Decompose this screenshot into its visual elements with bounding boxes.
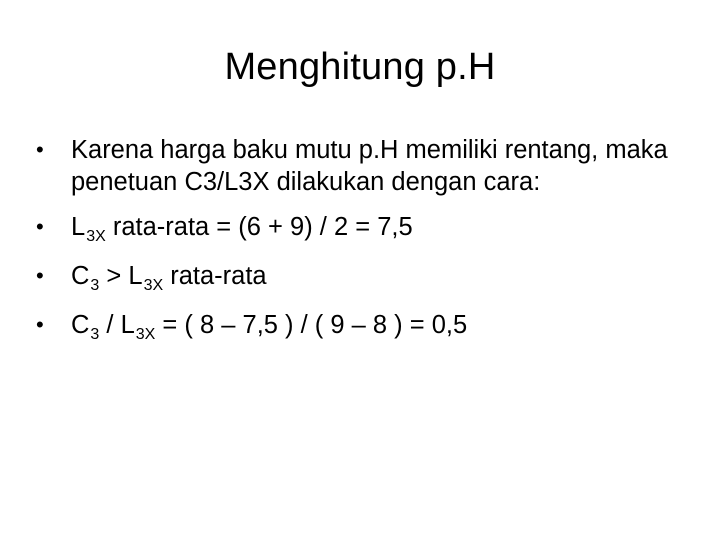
equation-rest: rata-rata xyxy=(163,262,267,290)
bullet-dot-icon: • xyxy=(36,312,44,337)
bullet-dot-icon: • xyxy=(36,137,44,162)
equation-rest: rata-rata = (6 + 9) / 2 = 7,5 xyxy=(105,213,413,241)
bullet-dot-icon: • xyxy=(36,263,44,288)
l-symbol: L xyxy=(71,213,86,241)
c-symbol: C xyxy=(71,262,90,290)
l-subscript: 3X xyxy=(135,326,156,343)
division-operator: / L xyxy=(99,311,135,339)
c-subscript: 3 xyxy=(90,277,100,294)
bullet-text: Karena harga baku mutu p.H memiliki rentang, maka penetuan C3/L3X dilakukan dengan cara: xyxy=(71,136,668,196)
bullet-item-intro xyxy=(36,134,686,198)
comparison-operator: > L xyxy=(99,262,143,290)
bullet-dot-icon: • xyxy=(36,214,44,239)
c-symbol: C xyxy=(71,311,90,339)
equation-rest: = ( 8 – 7,5 ) / ( 9 – 8 ) = 0,5 xyxy=(155,311,468,339)
bullet-item-comparison xyxy=(36,260,686,296)
l-subscript: 3X xyxy=(86,228,106,245)
c-subscript: 3 xyxy=(90,326,100,343)
bullet-item-average xyxy=(36,211,686,247)
bullet-text xyxy=(71,260,686,296)
l-subscript: 3X xyxy=(143,277,164,294)
bullet-text xyxy=(71,309,686,345)
bullet-list xyxy=(36,134,686,358)
bullet-text xyxy=(71,211,686,247)
slide-title: Menghitung p.H xyxy=(224,46,496,88)
bullet-item-ratio xyxy=(36,309,686,345)
